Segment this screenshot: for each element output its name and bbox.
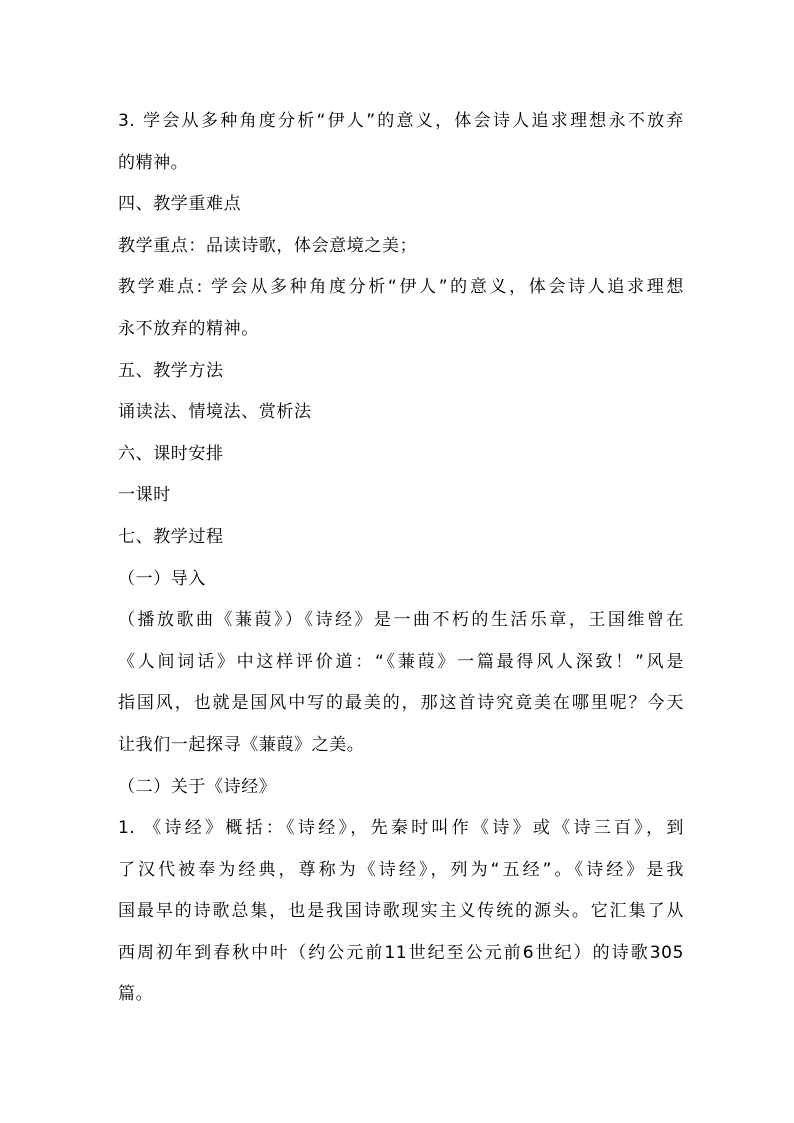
text-line: 1. 《诗经》概括：《诗经》，先秦时叫作《诗》或《诗三百》，到 <box>118 818 684 839</box>
section-heading: 五、教学方法 <box>118 360 224 381</box>
text-line: （播放歌曲《蒹葭》）《诗经》是一曲不朽的生活乐章，王国维曾在 <box>118 610 684 631</box>
text-line: 国最早的诗歌总集，也是我国诗歌现实主义传统的源头。它汇集了从 <box>118 901 684 922</box>
text-line: 篇。 <box>118 984 154 1005</box>
document-body <box>118 101 684 1016</box>
text-line: 《人间词话》中这样评价道：“《蒹葭》一篇最得风人深致！”风是 <box>118 651 684 672</box>
text-line: 诵读法、情境法、赏析法 <box>118 402 312 423</box>
text-line: 西周初年到春秋中叶（约公元前11世纪至公元前6世纪）的诗歌305 <box>118 942 684 963</box>
text-line: 教学重点：品读诗歌，体会意境之美； <box>118 235 418 256</box>
text-line: 一课时 <box>118 485 171 506</box>
text-line: 让我们一起探寻《蒹葭》之美。 <box>118 734 365 755</box>
text-line: 指国风，也就是国风中写的最美的，那这首诗究竟美在哪里呢？今天 <box>118 693 684 714</box>
section-heading: 六、课时安排 <box>118 443 224 464</box>
subsection-heading: （一）导入 <box>118 568 206 589</box>
text-line: 了汉代被奉为经典，尊称为《诗经》，列为“五经”。《诗经》是我 <box>118 859 684 880</box>
section-heading: 七、教学过程 <box>118 526 224 547</box>
section-heading: 四、教学重难点 <box>118 194 242 215</box>
text-line: 教学难点: 学会从多种角度分析“伊人”的意义，体会诗人追求理想 <box>118 277 684 298</box>
subsection-heading: （二）关于《诗经》 <box>118 776 277 797</box>
text-line: 3. 学会从多种角度分析“伊人”的意义，体会诗人追求理想永不放弃 <box>118 111 684 131</box>
text-line: 的精神。 <box>118 152 189 173</box>
text-line: 永不放弃的精神。 <box>118 318 259 339</box>
